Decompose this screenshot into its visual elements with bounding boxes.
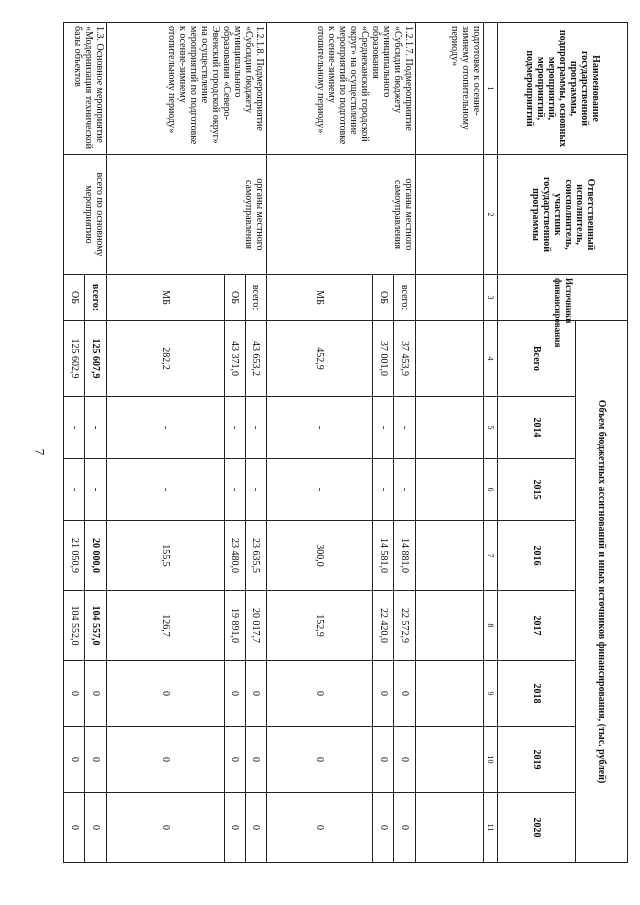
cell-value: 0 [85, 793, 106, 863]
cell-value: 20 017,7 [245, 591, 266, 661]
header-year: 2015 [498, 459, 576, 521]
cell-value: 23 480,0 [224, 521, 245, 591]
cell-value: 21 050,9 [64, 521, 85, 591]
cell-value: 0 [64, 727, 85, 793]
cell-value: - [267, 397, 373, 459]
row-executor [415, 155, 483, 275]
cell-value: - [106, 459, 224, 521]
cell-total: 43 371,0 [224, 321, 245, 397]
cell-value: 0 [373, 793, 394, 863]
column-index: 10 [484, 727, 498, 793]
cell-value: 104 552,0 [64, 591, 85, 661]
cell-value: 0 [85, 727, 106, 793]
cell-value: - [224, 397, 245, 459]
cell-value: 152,9 [267, 591, 373, 661]
cell-value: 0 [267, 793, 373, 863]
cell-value: 0 [394, 661, 415, 727]
cell-value: - [373, 397, 394, 459]
cell-source: ОБ [224, 275, 245, 321]
cell-value: 0 [245, 793, 266, 863]
cell-source: МБ [106, 275, 224, 321]
cell-value: 0 [394, 727, 415, 793]
column-index: 5 [484, 397, 498, 459]
cell-source: ОБ [64, 275, 85, 321]
cell-value: 22 572,9 [394, 591, 415, 661]
cell-value: 0 [224, 727, 245, 793]
header-year: 2014 [498, 397, 576, 459]
cell-value: - [85, 397, 106, 459]
header-sources: Источники финансирования [498, 275, 628, 321]
cell-total: 43 653,2 [245, 321, 266, 397]
column-index: 9 [484, 661, 498, 727]
cell-value: 0 [64, 661, 85, 727]
rotated-table-frame [63, 22, 628, 862]
cell-value: 0 [267, 661, 373, 727]
cell-total: 452,9 [267, 321, 373, 397]
row-executor: органы местного самоуправления [267, 155, 416, 275]
cell-total: 37 001,0 [373, 321, 394, 397]
cell-value: 22 420,0 [373, 591, 394, 661]
cell-source: всего: [85, 275, 106, 321]
cell-value: 14 881,0 [394, 521, 415, 591]
header-executor: Ответственный исполнитель, соисполнитель, участник государственной программы [498, 155, 628, 275]
column-index: 8 [484, 591, 498, 661]
header-year: 2016 [498, 521, 576, 591]
cell-value: 23 635,5 [245, 521, 266, 591]
cell-value: - [64, 397, 85, 459]
cell-value: 0 [245, 727, 266, 793]
header-funding-group: Объем бюджетных ассигнований и иных источников финансирования, (тыс. рублей) [576, 321, 628, 863]
column-index: 6 [484, 459, 498, 521]
cell-value: - [106, 397, 224, 459]
cell-value: - [245, 397, 266, 459]
header-name: Наименование государственной программы, подпрограммы, основных мероприятий, мероприятий, подмероприятий [498, 23, 628, 155]
row-name: 1.2.1.8. Подмероприятие «Субсидии бюджету муниципального образования «Северо-Эвенский городской округ» на осуществление мероприятий по подготовке к осенне-зимнему отопительному периоду» [106, 23, 266, 155]
cell-value: 19 891,0 [224, 591, 245, 661]
cell-value: 0 [394, 793, 415, 863]
cell-value: - [267, 459, 373, 521]
cell-value: - [64, 459, 85, 521]
column-index: 7 [484, 521, 498, 591]
header-year: 2018 [498, 661, 576, 727]
cell-value: - [245, 459, 266, 521]
column-index: 11 [484, 793, 498, 863]
column-index: 2 [484, 155, 498, 275]
row-executor: всего по основному мероприятию [64, 155, 107, 275]
cell-value: 0 [224, 793, 245, 863]
cell-value: 104 557,0 [85, 591, 106, 661]
cell-value: 300,0 [267, 521, 373, 591]
cell-value: 0 [106, 661, 224, 727]
cell-total: 125 602,9 [64, 321, 85, 397]
cell-value: 0 [373, 661, 394, 727]
header-year: 2017 [498, 591, 576, 661]
row-executor: органы местного самоуправления [106, 155, 266, 275]
header-total: Всего [498, 321, 576, 397]
cell-value: - [394, 459, 415, 521]
cell-value: 0 [106, 793, 224, 863]
cell-value: 0 [85, 661, 106, 727]
cell-value: 0 [224, 661, 245, 727]
cell-value: 0 [245, 661, 266, 727]
cell-total: 125 607,9 [85, 321, 106, 397]
column-index: 3 [484, 275, 498, 321]
cell-value: - [394, 397, 415, 459]
header-year: 2020 [498, 793, 576, 863]
column-index: 1 [484, 23, 498, 155]
column-index: 4 [484, 321, 498, 397]
page-number: 7 [32, 448, 48, 456]
cell-value: 20 000,0 [85, 521, 106, 591]
cell-value: 155,5 [106, 521, 224, 591]
row-name: 1.3. Основное мероприятие «Модернизация технической базы объектов [64, 23, 107, 155]
cell-value: - [224, 459, 245, 521]
cell-value: - [373, 459, 394, 521]
cell-value: 0 [106, 727, 224, 793]
row-name: 1.2.1.7. Подмероприятие «Субсидии бюджету муниципального образования «Среднеканский городской округ» на осуществление мероприятий по подготовке к осенне-зимнему отопительному периоду» [267, 23, 416, 155]
row-name: подготовке к осенне-зимнему отопительному периоду» [415, 23, 483, 155]
cell-value: 0 [64, 793, 85, 863]
cell-total: 37 453,9 [394, 321, 415, 397]
cell-value: 14 581,0 [373, 521, 394, 591]
cell-source: всего: [245, 275, 266, 321]
cell-total: 282,2 [106, 321, 224, 397]
cell-value: 0 [373, 727, 394, 793]
cell-value: 0 [267, 727, 373, 793]
cell-value: 126,7 [106, 591, 224, 661]
header-year: 2019 [498, 727, 576, 793]
cell-value: - [85, 459, 106, 521]
cell-source: МБ [267, 275, 373, 321]
budget-table [63, 22, 628, 863]
cell-source: ОБ [373, 275, 394, 321]
cell-source: всего: [394, 275, 415, 321]
